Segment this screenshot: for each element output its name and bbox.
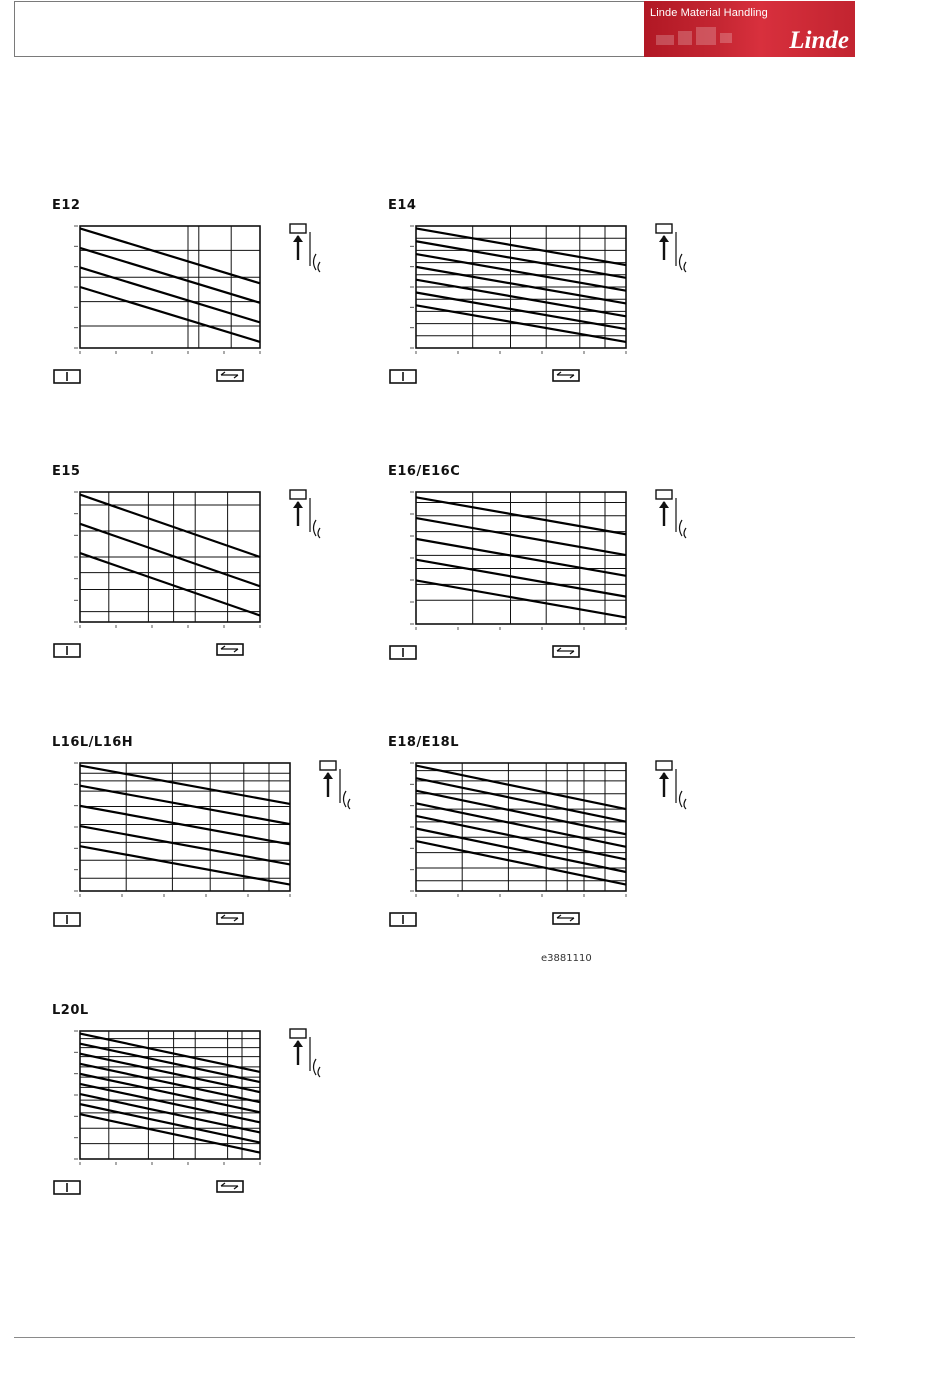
capacity-curve [416,539,626,576]
plot-frame [80,226,260,348]
chart-svg [52,735,352,955]
capacity-curve [80,1084,260,1122]
lift-height-icon [290,224,306,233]
capacity-curve [80,495,260,557]
load-centre-arrow-icon [557,372,574,378]
load-centre-arrow-icon [221,1183,238,1189]
capacity-curve [80,826,290,864]
capacity-curve [416,580,626,617]
chart-svg [388,464,688,684]
capacity-curve [416,778,626,822]
capacity-curve [80,1104,260,1142]
figure-reference-code: e3881110 [541,953,592,964]
capacity-curve [80,524,260,586]
chart-title: E15 [52,464,81,479]
footer-rule [14,1337,855,1338]
chart-title: E18/E18L [388,735,459,750]
capacity-curve [80,1114,260,1152]
lift-height-icon [656,490,672,499]
brand-text: Linde Material Handling [650,7,768,19]
brand-banner [644,1,855,57]
chart-title: E16/E16C [388,464,461,479]
capacity-curve [80,1064,260,1102]
arrow-up-icon [659,772,669,779]
capacity-curve [416,828,626,872]
capacity-curve [416,791,626,835]
capacity-curve [80,846,290,884]
capacity-curve [416,803,626,847]
lift-height-icon [656,224,672,233]
capacity-curve [416,766,626,810]
arrow-up-icon [293,235,303,242]
capacity-curve [416,518,626,555]
plot-frame [80,763,290,891]
load-hook-icon [676,498,686,538]
load-hook-icon [676,769,686,809]
load-centre-arrow-icon [221,372,238,378]
chart-e15 [52,464,352,684]
chart-e14 [388,198,688,418]
brand-pattern [656,27,766,49]
load-centre-arrow-icon [221,646,238,652]
lift-height-icon [290,490,306,499]
arrow-up-icon [293,501,303,508]
arrow-up-icon [323,772,333,779]
load-hook-icon [310,1037,320,1077]
arrow-up-icon [659,235,669,242]
capacity-curve [80,553,260,615]
capacity-curve [80,766,290,804]
chart-svg [52,464,352,684]
chart-l20l [52,1003,352,1223]
capacity-curve [80,806,290,844]
capacity-curve [80,1074,260,1112]
load-centre-arrow-icon [557,915,574,921]
chart-title: L16L/L16H [52,735,134,750]
chart-title: E14 [388,198,417,213]
arrow-up-icon [293,1040,303,1047]
capacity-curve [80,1044,260,1082]
chart-e12 [52,198,352,418]
chart-svg [388,735,688,955]
load-hook-icon [340,769,350,809]
capacity-curve [80,1054,260,1092]
capacity-curve [80,1034,260,1072]
lift-height-icon [290,1029,306,1038]
lift-height-icon [656,761,672,770]
chart-title: E12 [52,198,81,213]
linde-logo: Linde [789,27,849,54]
chart-svg [52,198,352,418]
chart-title: L20L [52,1003,89,1018]
load-hook-icon [676,232,686,272]
arrow-up-icon [659,501,669,508]
capacity-curve [416,560,626,597]
load-centre-arrow-icon [221,915,238,921]
chart-e18 [388,735,688,955]
load-hook-icon [310,232,320,272]
chart-svg [52,1003,352,1223]
lift-height-icon [320,761,336,770]
chart-svg [388,198,688,418]
capacity-curve [416,841,626,885]
chart-e16 [388,464,688,684]
load-centre-arrow-icon [557,648,574,654]
load-hook-icon [310,498,320,538]
chart-l16 [52,735,352,955]
